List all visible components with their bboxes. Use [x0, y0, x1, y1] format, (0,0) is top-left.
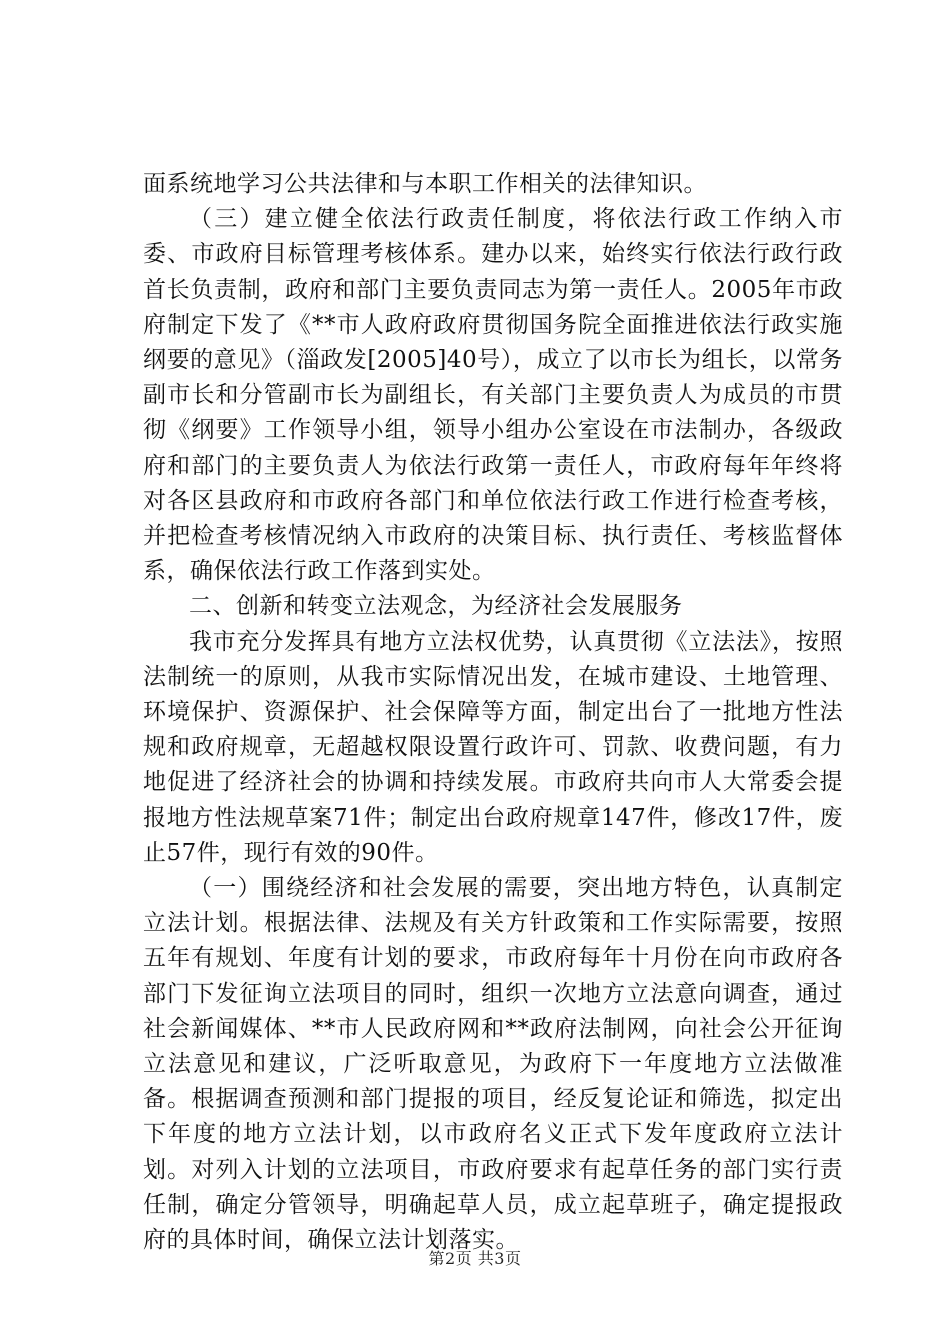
- paragraph-legislation-plan: （一）围绕经济和社会发展的需要，突出地方特色，认真制定立法计划。根据法律、法规及有关方针政策和工作实际需要，按照五年有规划、年度有计划的要求，市政府每年十月份在向市政府各部门下发征询立法项目的同时，组织一次地方立法意向调查，通过社会新闻媒体、**市人民政府网和**政府法制网，向社会公开征询立法意见和建议，广泛听取意见，为政府下一年度地方立法做准备。根据调查预测和部门提报的项目，经反复论证和筛选，拟定出下年度的地方立法计划，以市政府名义正式下发年度政府立法计划。对列入计划的立法项目，市政府要求有起草任务的部门实行责任制，确定分管领导，明确起草人员，成立起草班子，确定提报政府的具体时间，确保立法计划落实。: [143, 875, 843, 1254]
- paragraph-local-legislation: 我市充分发挥具有地方立法权优势，认真贯彻《立法法》，按照法制统一的原则，从我市实际情况出发，在城市建设、土地管理、环境保护、资源保护、社会保障等方面，制定出台了一批地方性法规和政府规章，无超越权限设置行政许可、罚款、收费问题，有力地促进了经济社会的协调和持续发展。市政府共向市人大常委会提报地方性法规草案71件；制定出台政府规章147件，修改17件，废止57件，现行有效的90件。: [143, 628, 843, 866]
- paragraph-continuation: 面系统地学习公共法律和与本职工作相关的法律知识。: [143, 171, 707, 197]
- document-body: [143, 167, 843, 1258]
- paragraph-responsibility-system: （三）建立健全依法行政责任制度，将依法行政工作纳入市委、市政府目标管理考核体系。建办以来，始终实行依法行政行政首长负责制，政府和部门主要负责同志为第一责任人。2005年市政府制定下发了《**市人政府政府贯彻国务院全面推进依法行政实施纲要的意见》（淄政发[2005]40号），成立了以市长为组长，以常务副市长和分管副市长为副组长，有关部门主要负责人为成员的市贯彻《纲要》工作领导小组，领导小组办公室设在市法制办，各级政府和部门的主要负责人为依法行政第一责任人，市政府每年年终将对各区县政府和市政府各部门和单位依法行政工作进行检查考核，并把检查考核情况纳入市政府的决策目标、执行责任、考核监督体系，确保依法行政工作落到实处。: [143, 206, 843, 585]
- page-footer: 第2页 共3页: [428, 1249, 522, 1268]
- section-heading-two: 二、创新和转变立法观念，为经济社会发展服务: [189, 593, 683, 620]
